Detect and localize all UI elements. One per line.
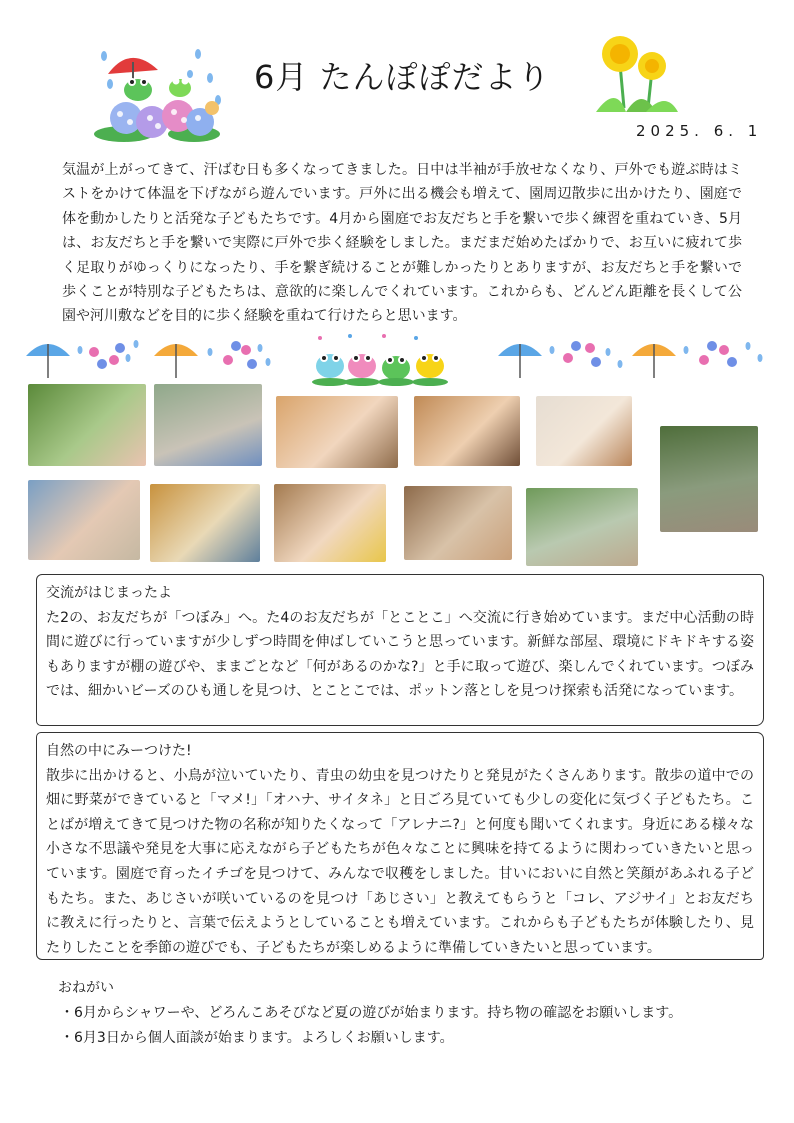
page-title: 6月 たんぽぽだより — [254, 58, 551, 96]
photo-3 — [276, 396, 398, 468]
photo-5 — [536, 396, 632, 466]
rain-decoration-strip — [24, 330, 768, 386]
request-item: ・6月からシャワーや、どろんこあそびなど夏の遊びが始まります。持ち物の確認をお願いします。 — [60, 1005, 683, 1021]
frog-umbrella-icon — [90, 38, 230, 142]
photo-7 — [28, 480, 140, 560]
rain-decoration-icon — [24, 330, 768, 386]
nature-body: 散歩に出かけると、小鳥が泣いていたり、青虫の幼虫を見つけたりと発見がたくさんあります。散歩の道中での畑に野菜ができていると「マメ!」「オハナ、サイタネ」と日ごろ見ていても少しの変化に気づく子どもたち。ことばが増えてきて見つけた物の名称が知りたくなって「アレナニ?」と何度も聞いてくれます。身近にある様々な小さな不思議や発見を大事に応えながら子どもたちが色々なことに興味を持てるように関わっていきたいと思っています。園庭で育ったイチゴを見つけて、みんなで収穫をしました。甘いにおいに自然と笑顔があふれる子どもたち。また、あじさいが咲いているのを見つけ「あじさい」と教えてもらうと「コレ、アジサイ」とお友だちに教えに行ったりと、言葉で伝えようとしていることも増えています。これからも子どもたちが体験したり、見たりしたことを季節の遊びでも、子どもたちが楽しめるように準備していきたいと思っています。 — [46, 767, 754, 956]
nature-section — [36, 732, 764, 960]
photo-4 — [414, 396, 520, 466]
exchange-section — [36, 574, 764, 726]
intro-paragraph: 気温が上がってきて、汗ばむ日も多くなってきました。日中は半袖が手放せなくなり、戸外でも遊ぶ時はミストをかけて体温を下げながら遊んでいます。戸外に出る機会も増えて、園周辺散歩に出かけたり、園庭で体を動かしたりと活発な子どもたちです。4月から園庭でお友だちと手を繋いで歩く練習を重ねていき、5月は、お友だちと手を繋いで実際に戸外で歩く経験をしました。まだまだ始めたばかりで、お互いに疲れて歩く足取りがゆっくりになったり、手を繋ぎ続けることが難しかったりとありますが、お友だちと手を繋いで歩くことが特別な子どもたちは、意欲的に楽しんでくれています。これからも、どんどん距離を長くして公園や河川敷などを目的に歩く経験を重ねて行けたらと思います。 — [62, 162, 742, 325]
dandelion-icon — [586, 34, 682, 116]
issue-date: 2025. 6. 1 — [636, 122, 763, 140]
photo-2 — [154, 384, 262, 466]
requests-heading: おねがい — [58, 980, 114, 996]
dandelion-illustration — [586, 34, 682, 116]
frog-umbrella-illustration — [90, 38, 230, 142]
request-item: ・6月3日から個人面談が始まります。よろしくお願いします。 — [60, 1030, 454, 1046]
photo-10 — [404, 486, 512, 560]
photo-11 — [526, 488, 638, 566]
exchange-body: た2の、お友だちが「つぼみ」へ。た4のお友だちが「とことこ」へ交流に行き始めています。まだ中心活動の時間に遊びに行っていますが少しずつ時間を伸ばしていこうと思っています。新鮮な部屋、環境にドキドキする姿もありますが棚の遊びや、ままごとなど「何があるのかな?」と手に取って遊び、楽しんでくれています。つぼみでは、細かいビーズのひも通しを見つけ、とことこでは、ポットン落としを見つけ探索も活発になっています。 — [46, 609, 754, 700]
photo-6 — [660, 426, 758, 532]
photo-9 — [274, 484, 386, 562]
exchange-heading: 交流がはじまったよ — [46, 585, 172, 601]
nature-heading: 自然の中にみーつけた! — [46, 743, 192, 759]
requests-section — [58, 976, 682, 1051]
photo-1 — [28, 384, 146, 466]
photo-8 — [150, 484, 260, 562]
